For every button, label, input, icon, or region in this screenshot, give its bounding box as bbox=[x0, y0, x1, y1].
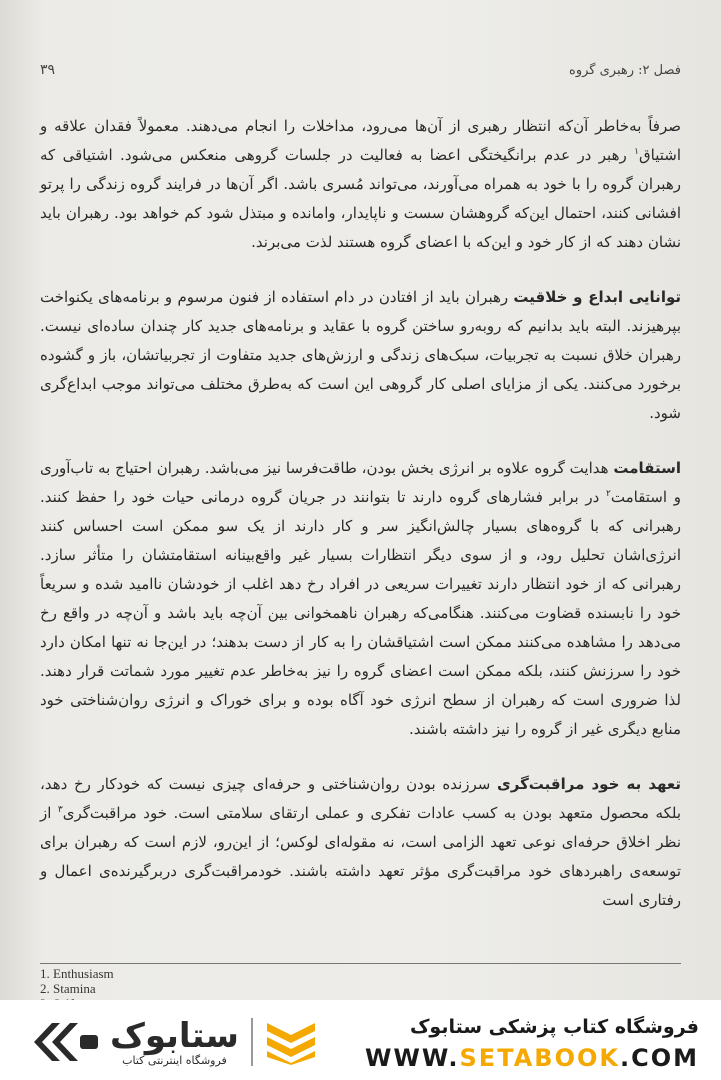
logo-mark-icon bbox=[30, 1017, 102, 1067]
footnote-ref: ۱ bbox=[634, 147, 639, 157]
url-suffix: .COM bbox=[619, 1044, 699, 1072]
footnote-divider bbox=[40, 963, 681, 964]
footnote-item: 1. Enthusiasm bbox=[40, 966, 114, 981]
paragraph-text: رهبران باید از افتادن در دام استفاده از فنون مرسوم و برنامه‌های یکنواخت بپرهیزند. البته باید بدانیم که روبه‌رو ساختن گروه با عقاید و برنامه‌های جدید کار چندان ساده‌ای نیست. رهبران خلاق نسبت به تجربیات، سبک‌های زندگی و ارزش‌های جدید متفاوت از تجربیاتشان، باز و گشوده برخورد می‌کنند. یکی از مزایای اصلی کار گروهی این است که به‌طرق مختلف می‌تواند موجب ابداع‌گری شود. bbox=[40, 288, 681, 422]
store-name: فروشگاه کتاب پزشکی ستابوک bbox=[409, 1016, 699, 1038]
store-logo[interactable] bbox=[30, 1014, 330, 1070]
footnote-ref: ۳ bbox=[57, 805, 63, 815]
section-term: استقامت bbox=[613, 459, 681, 477]
paragraph-text: رهبر در عدم برانگیختگی اعضا به فعالیت در جلسات گروهی منعکس می‌شود. اشتیاقی که رهبران گروه را با خود به همراه می‌آورند، می‌تواند مُسری باشد. اگر آن‌ها در فرایند گروه زندگی را پرتو افشانی کنند، احتمال این‌که گروهشان سست و ناپایدار، وامانده و مبتذل شود کم خواهد بود. رهبران باید نشان دهند که از کار خود و این‌که با اعضای گروه هستند لذت می‌برند. bbox=[40, 146, 681, 251]
logo-word: ستابوک bbox=[110, 1015, 239, 1056]
footnote-ref: ۲ bbox=[606, 489, 611, 499]
paragraph-self-care bbox=[40, 770, 681, 915]
chevrons-icon bbox=[265, 1019, 317, 1065]
paragraph-text: سرزنده بودن روان‌شناختی و حرفه‌ای چیزی نیست که خودکار رخ دهد، بلکه محصول متعهد بودن به کسب عادات تفکری و عملی ارتقای سلامتی است. خود مراقبت‌گری bbox=[40, 775, 681, 822]
paragraph-text: از نظر اخلاق حرفه‌ای نوعی تعهد الزامی است، نه مقوله‌ای لوکس؛ از این‌رو، لازم است که رهبران برای توسعه‌ی راهبردهای خود مراقبت‌گری مؤثر تعهد داشته باشند. خودمراقبت‌گری دربرگیرنده‌ی اعمال و رفتاری است bbox=[40, 804, 681, 909]
section-term: توانایی ابداع و خلاقیت bbox=[513, 288, 681, 306]
paragraph-enthusiasm-cont bbox=[40, 112, 681, 257]
url-brand: SETABOOK bbox=[459, 1044, 620, 1072]
paragraph-stamina bbox=[40, 454, 681, 744]
url-prefix: WWW. bbox=[364, 1044, 460, 1072]
footnotes bbox=[40, 966, 114, 1004]
section-term: تعهد به خود مراقبت‌گری bbox=[497, 775, 682, 793]
store-url[interactable] bbox=[365, 1044, 699, 1072]
paragraph-text: در برابر فشارهای گروه دارند تا بتوانند در جریان گروه درمانی حیات خود را حفظ کنند. رهبرانی که با گروه‌های بسیار چالش‌انگیز سر و کار دارند از یک سو ممکن است احساس کنند انرژی‌اشان تحلیل رود، و از سوی دیگر انتظارات بسیار غیر واقع‌بینانه استقامتشان را متأثر سازد. رهبرانی که از خود انتظار دارند تغییرات سریعی در افراد رخ دهد اغلب از خودشان ناامید شده و سریعاً خود را نابسنده قضاوت می‌کنند. هنگامی‌که رهبران ناهمخوانی بین آن‌چه باید باشد و آن‌چه در واقع رخ می‌دهد را مشاهده می‌کنند ممکن است اشتیاقشان را به کار از دست بدهند؛ در این‌جا نه تنها امکان دارد خود را سرزنش کنند، بلکه ممکن است اعضای گروه را نیز به‌خاطر عدم تغییر مورد شماتت قرار دهند. لذا ضروری است که رهبران از سطح انرژی خود آگاه بوده و برای خوراک و انرژی روان‌شناختی خود منابع دیگری غیر از گروه را نیز داشته باشند. bbox=[40, 488, 681, 738]
paragraph-text: صرفاً به‌خاطر آن‌که انتظار رهبری از آن‌ها می‌رود، مداخلات را انجام می‌دهند. معمولاً فقدان علاقه و اشتیاق bbox=[40, 117, 681, 164]
page-number: ۳۹ bbox=[40, 62, 56, 78]
paragraph-creativity bbox=[40, 283, 681, 428]
logo-wordmark bbox=[110, 1015, 239, 1067]
page-content bbox=[40, 112, 681, 915]
paragraph-text: هدایت گروه علاوه بر انرژی بخش بودن، طاقت‌فرسا نیز می‌باشد. رهبران احتیاج به تاب‌آوری و استقامت bbox=[40, 459, 681, 506]
logo-tagline: فروشگاه اینترنتی کتاب bbox=[122, 1053, 227, 1067]
page-header bbox=[40, 62, 681, 78]
footnote-item: 2. Stamina bbox=[40, 981, 96, 996]
store-banner bbox=[0, 1000, 721, 1080]
logo-divider bbox=[251, 1018, 253, 1066]
chapter-title: فصل ۲: رهبری گروه bbox=[569, 62, 681, 78]
